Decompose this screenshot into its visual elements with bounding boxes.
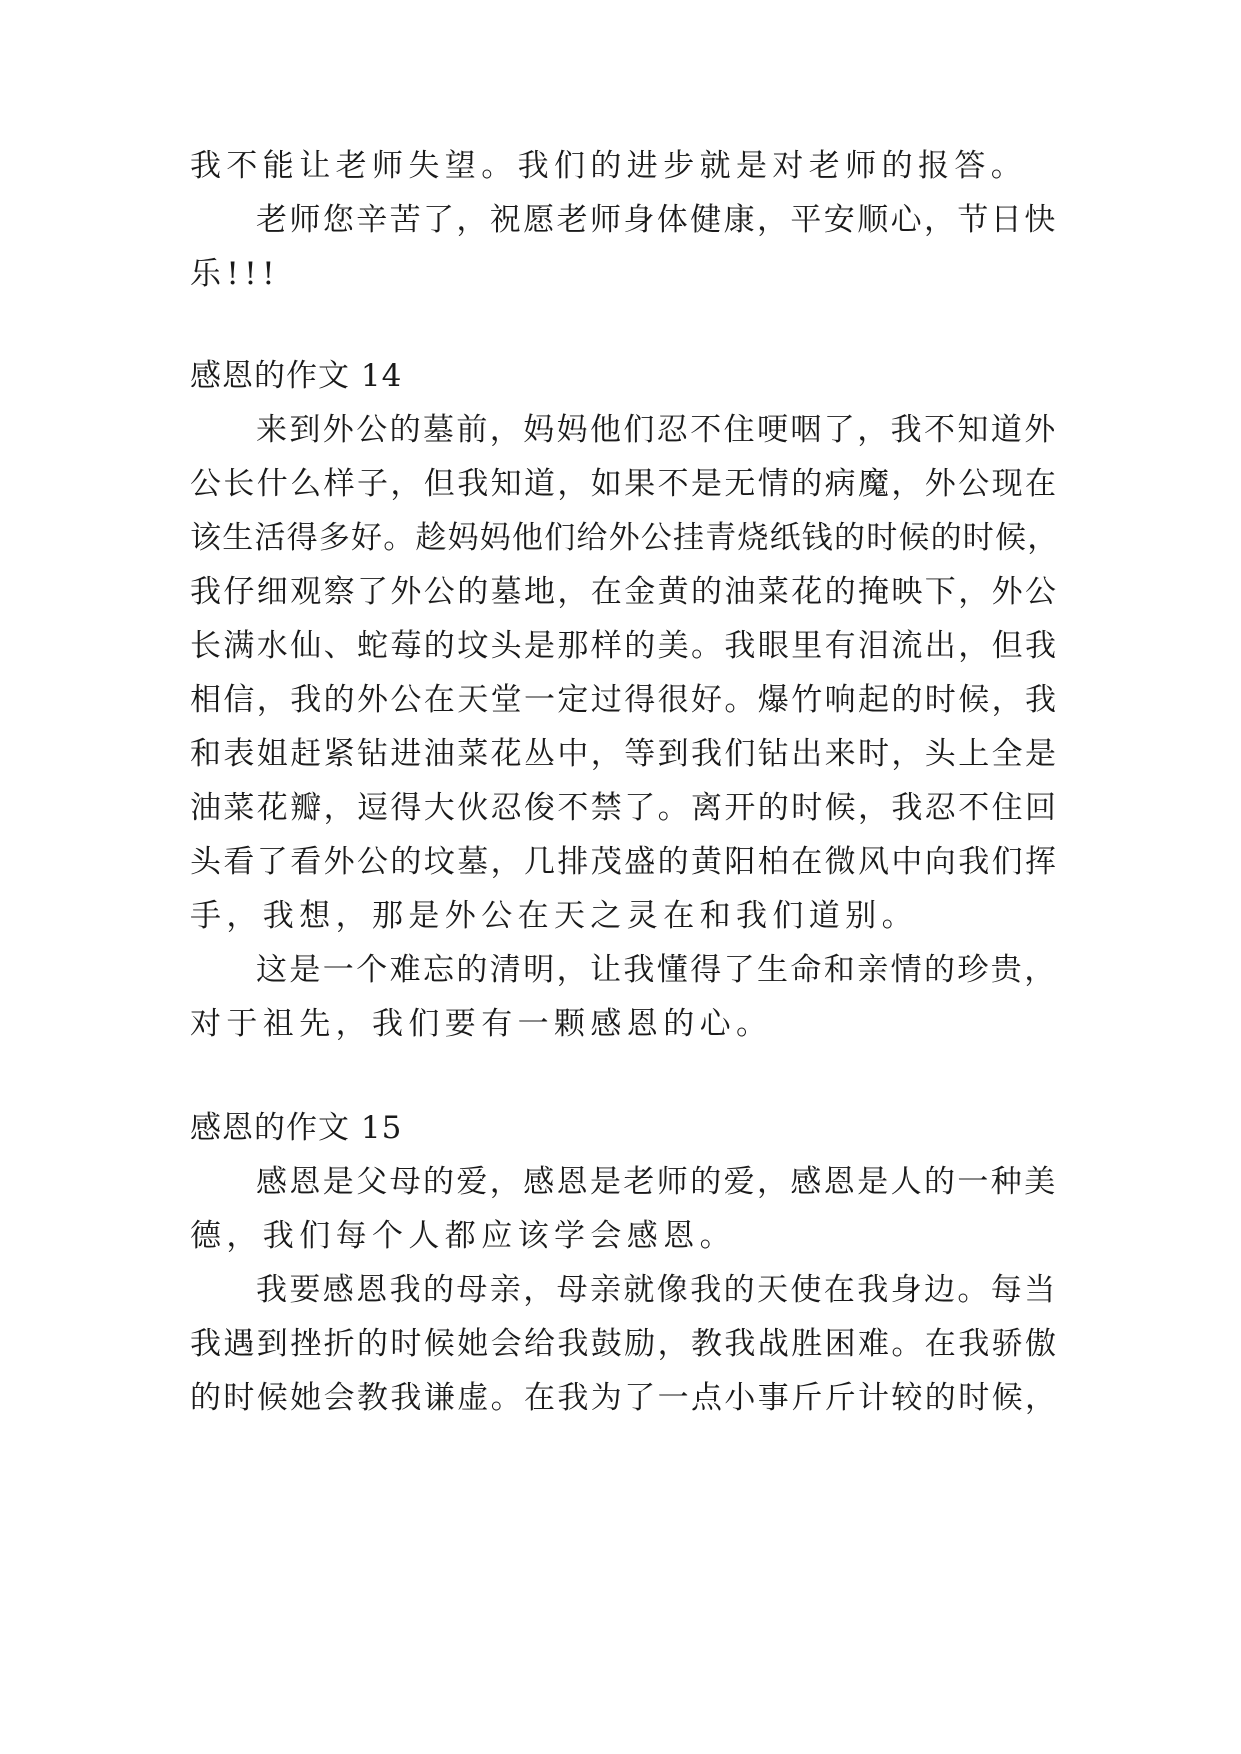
text-line: 老师您辛苦了，祝愿老师身体健康，平安顺心，节日快 (256, 202, 1058, 238)
text-line: 的时候她会教我谦虚。在我为了一点小事斤斤计较的时候， (190, 1380, 1059, 1416)
text-line: 我仔细观察了外公的墓地，在金黄的油菜花的掩映下，外公 (190, 574, 1059, 610)
text-line: 感恩是父母的爱，感恩是老师的爱，感恩是人的一种美 (256, 1164, 1058, 1200)
text-line: 我不能让老师失望。我们的进步就是对老师的报答。 (190, 148, 1028, 184)
section-heading-14: 感恩的作文 14 (190, 358, 403, 394)
text-line: 公长什么样子，但我知道，如果不是无情的病魔，外公现在 (190, 466, 1059, 502)
text-line: 该生活得多好。趁妈妈他们给外公挂青烧纸钱的时候的时候， (190, 520, 1060, 556)
text-line: 和表姐赶紧钻进油菜花丛中，等到我们钻出来时，头上全是 (190, 736, 1059, 772)
text-line: 我遇到挫折的时候她会给我鼓励，教我战胜困难。在我骄傲 (190, 1326, 1059, 1362)
section-heading-15: 感恩的作文 15 (190, 1110, 403, 1146)
text-line: 乐!!! (190, 256, 280, 292)
text-line: 手，我想，那是外公在天之灵在和我们道别。 (190, 898, 918, 934)
text-line: 油菜花瓣，逗得大伙忍俊不禁了。离开的时候，我忍不住回 (190, 790, 1059, 826)
text-line: 头看了看外公的坟墓，几排茂盛的黄阳柏在微风中向我们挥 (190, 844, 1059, 880)
text-line: 我要感恩我的母亲，母亲就像我的天使在我身边。每当 (256, 1272, 1058, 1308)
text-line: 这是一个难忘的清明，让我懂得了生命和亲情的珍贵， (256, 952, 1058, 988)
text-line: 德，我们每个人都应该学会感恩。 (190, 1218, 736, 1254)
text-line: 对于祖先，我们要有一颗感恩的心。 (190, 1006, 773, 1042)
text-line: 长满水仙、蛇莓的坟头是那样的美。我眼里有泪流出，但我 (190, 628, 1059, 664)
text-line: 来到外公的墓前，妈妈他们忍不住哽咽了，我不知道外 (256, 412, 1058, 448)
text-line: 相信，我的外公在天堂一定过得很好。爆竹响起的时候，我 (190, 682, 1059, 718)
